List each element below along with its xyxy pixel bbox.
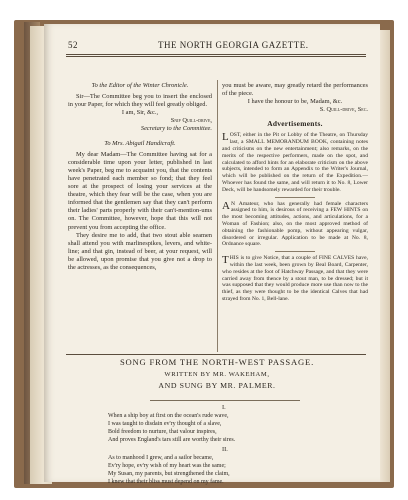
verse-line: As to manhood I grew, and a sailor became,	[108, 455, 214, 461]
song-title: SONG FROM THE NORTH-WEST PASSAGE.	[119, 357, 315, 367]
letter2-continuation: you must be aware, may greatly retard the performances of the piece.	[222, 82, 368, 98]
letter1-signature: Snip Quill-drive,	[170, 117, 212, 125]
verse-number: I.	[222, 404, 226, 411]
drop-cap: A	[222, 199, 230, 212]
advertisement-calves	[222, 255, 368, 303]
left-column	[68, 82, 212, 272]
song-rule	[150, 400, 300, 401]
song-author: WRITTEN BY MR. WAKEHAM,	[164, 371, 270, 378]
advertisement-amateur	[222, 201, 368, 249]
advertisements-heading: Advertisements.	[267, 119, 323, 129]
verse-line: Bold freedom to nurture, that valour inspires,	[108, 429, 217, 435]
letter2-heading: To Mrs. Abigail Handicraft.	[104, 139, 176, 147]
verse-2	[108, 454, 230, 486]
ad-text: OST, either in the Pit or Lobby of the Theatre, on Thursday last, a SMALL MEMORANDUM BOOK, containing notes and criticisms on the new entertainment; also remarks, on the merits of the respective performers, made on the spot, and calculated to afford hints for an elaborate criticism on the above subjects, intended to form an Appendix to the Writer's Journal, which will be published on the return of the Expedition.—Whoever has found the same, and will return it to No. 8, Lower Deck, will be handsomely rewarded for their trouble.	[222, 132, 368, 193]
page-title: THE NORTH GEORGIA GAZETTE.	[158, 40, 309, 50]
song-performer: AND SUNG BY MR. PALMER.	[158, 381, 276, 390]
verse-number: II.	[222, 446, 228, 453]
verse-line: I knew that their bliss must depend on my fame.	[108, 479, 224, 485]
letter2-body: My dear Madam—The Committee having sat for a considerable time upon your letter, published in last week's Paper, beg me to acquaint you, that the contents have penetrated each member so fond; that they feel sore at the prospect of losing your services at the theatre, which they fear will be the case, when you are informed that the gentlemen say that they can't perform their ladies' parts properly with their can't-mention-ums on. The Committee, however, hope that this will not prevent you from accepting the office.	[68, 150, 212, 231]
drop-cap: T	[222, 254, 229, 267]
verse-line: Ev'ry hope, ev'ry wish of my heart was the same;	[108, 463, 226, 469]
advertisement-lost-book	[222, 132, 368, 193]
page-number: 52	[68, 40, 78, 50]
header-rule-2	[66, 56, 366, 57]
ad-separator	[275, 251, 315, 252]
letter1-close: I am, Sir, &c.,	[121, 109, 159, 117]
column-divider	[217, 80, 218, 352]
song-header	[66, 357, 368, 390]
verse-line: My Susan, my parents, but strengthened the claim,	[108, 471, 230, 477]
letter2-body-cont: They desire me to add, that two stout able seamen shall attend you with marlinespikes, levers, and white-line; and that gin, instead of beer, at your request, will be allowed, upon promise that you give not a drop to the actresses, as the consequences,	[68, 231, 212, 271]
letter1-heading: To the Editor of the Winter Chronicle.	[91, 82, 189, 89]
ad-text: N Amateur, who has generally had female characters assigned to him, is desirous of receiving a FEW HINTS on the most becoming attitudes, actions, and articulations, for a Woman of Fashion; also, on the most approved method of obtaining the fashionable pomp, without appearing vulgar, disordered or irregular. Application to be made at No. 8, Ordnance square.	[222, 200, 368, 248]
verse-line: When a ship boy at first on the ocean's rude wave,	[108, 413, 229, 419]
verse-1	[108, 412, 235, 444]
letter1-body: Sir—The Committee beg you to insert the enclosed in your Paper, for which they will feel greatly obliged.	[68, 93, 212, 109]
ad-text: HIS is to give Notice, that a couple of FINE CALVES have, within the last week, been grown by Beal Board, Carpenter, who resides at the foot of Hatchway Passage, and that they were carried away from thence by a stout man, to be dressed; but it was supposed that they would produce more use than now to the thief, as they were thought to be the identical Calves that had strayed from No. 1, Bell-lane.	[222, 255, 368, 302]
letter2-close: I have the honour to be, Madam, &c.	[247, 98, 343, 106]
letter1-signature-title: Secretary to the Committee.	[140, 125, 212, 133]
ad-separator	[275, 197, 315, 198]
right-column	[222, 82, 368, 303]
drop-cap: L	[222, 131, 229, 144]
verse-line: I was taught to disdain ev'ry thought of a slave,	[108, 421, 222, 427]
header-rule	[66, 54, 366, 55]
letter2-signature: S. Quill-drive, Sec.	[319, 106, 368, 114]
verse-line: And proves England's tars still are worthy their sires.	[108, 437, 236, 443]
section-rule	[66, 354, 366, 355]
